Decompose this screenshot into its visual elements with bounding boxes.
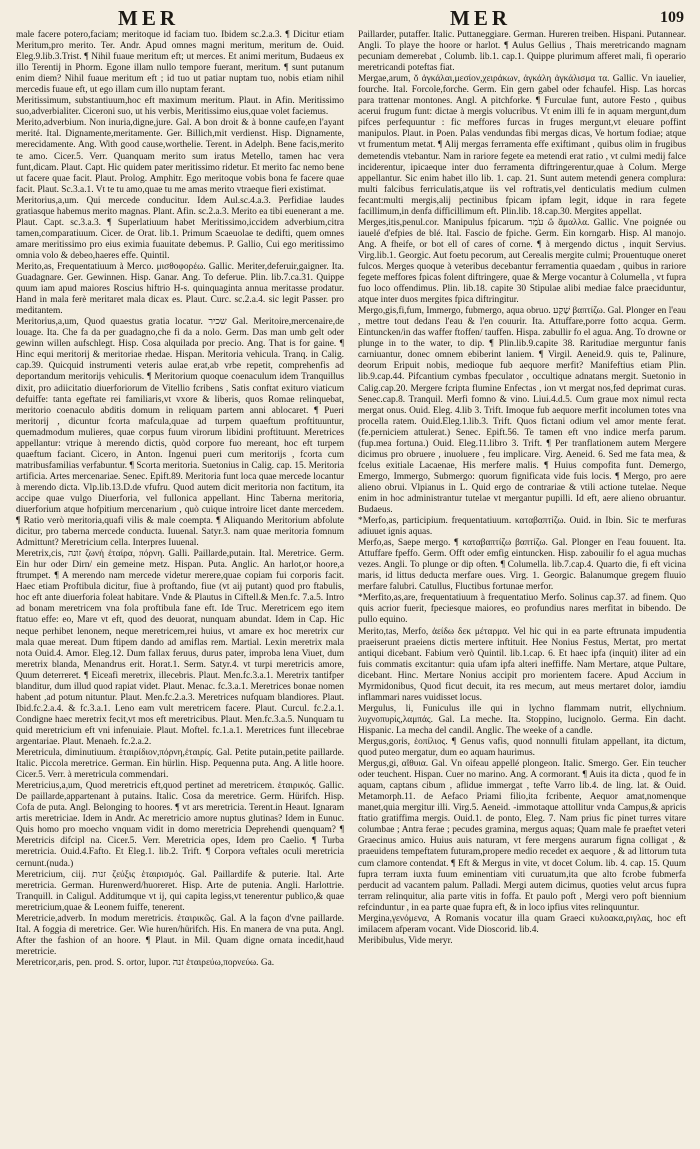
entry-merso-participle: *Merfo,as, participium. frequentatiuum. καταβαπτίζω. Ouid. in Ibin. Sic te merfuras adiuuet ignis aquas. — [358, 516, 686, 538]
entry-meretricor: Meretricor,aris, pen. prod. S. ortor, lupor. זנה ἑταιρεύω,πορνεύω. Ga. — [16, 957, 275, 968]
entry-merito-adverb: Merito,adverbium. Non inuria,digne,jure. Gal. A bon droit & à bonne caufe,en l'ayant merité. Ital. Dignamente,meritamente. Ger. Billich,mit verdienst. Hisp. Dignamente, merecidamente. Ang. With good cause,worthelie. Terent. in Adelph. Bene facis,merito te amo. Cicer.5. Verr. Quanquam merito sum iratus Metello, tamen hac vera funt,dicam. Plaut. Capt. Hic quidem pater meritissimo ridetur. Et merito fac nemo bene ut facere quae facit. Plaut. Prolog. Amphitr. Ego meritoque vobis bona fe facere quae facit. Plaut. Sc.3.a.1. Vt te tu amo,quae tu me amas merito vtraeque fieri existimat. — [16, 118, 344, 195]
entry-meretrix: Meretrix,cis, זונה ζωνή ἑταίρα, πόρνη. Galli. Paillarde,putain. Ital. Meretrice. Germ. Ein hur oder Dirn/ ein gemeine metz. Hispan. Puta. Anglic. An harlot,or hoore,a ftrumpet. ¶ A merendo nam mercede videtur merere,quae copiam fui corporis facit. Haec etiam Proftibula dicitur, fiue à proftando, fiue (vt aij putant) quod pro ftabulis, hoc eft ante diuerforia foleat habitare. Vnde & Plautus in Ciftell.& Men.fc. 7.a.5. Intro ad bonam meretricem vna fola proftibula fane eft. Ide Truc. Meretricem ego item ftatuo effe: eo, Mare vt eft, quod des deuorat, nunquam abundat. Idem in Cap. Hic neque perhibet lenonem, neque meretricem,rei huius, vt amare ex hoc meretrix cur mala quae mereat. Dum ftipem dando ad amiflas rem. Martial. Lexin meretrix mala nota Ouid.4. Amor. Eleg.12. Dum fallax feruus, durus pater, improba lena Viuet, dum meretrix blanda, Menandrus erit. Horat.1. Serm. Satyr.4. vt turpi meretricis amore, Quum deterreret. ¶ Eiceafi meretrix, illecebris. Plaut. Men.fc.3.a.1. Meretrix tantifper blanditur, dum illud quod rapiat videt. Plaut. Menac. fc.3.a.1. Meretrices bonae nomen habent ,ad potum nituntur. Plaut. Men.fc.2.a.3. Meretrices nufquam blandiores. Plaut. Ibid.fc.2.a.4. & fc.3.a.1. Leno eam vult meretricem facere. Plaut. Curcul. fc.2.a.1. Condigne haec meretrix fecit,vt mos eft meretricibus. Plaut. Men.fc.3.a.5. Nunquam tu quid meretricium eft vni infenuiaie. Plaut. Moftel. fc.1.a.1. Meretrices funt illecebrae argentariae. Plaut. Menaeh. fc.2.a.2. — [16, 549, 344, 747]
entry-mergus-vessel: Mergus,goris, ἑοπίλιος. ¶ Genus vafis, quod nonnulli fitulam appellant, ita dictum, quod puteo mergatur, dum eo aquam haurimus. — [358, 737, 686, 759]
left-running-head: MER — [118, 6, 179, 30]
entry-merito-tas: Merito,tas, Merfo, ἀείδω δεκ μέταρμα. Vel hic qui in ea parte eftrunata impudentia praeiserunt praeiens dictis mertere inftituit. Hee Nonius Festus, Mertat, pro mertat antiqui dicebant. Fabium verò Quintil. lib.1.cap. 6. Et haec ipfa (inquit) iliter ad ein fuis commatis excitantur: quia ufam ipfa alteri ineffiffe. Nam Mertare, atque Pultare, dicebant. Hinc. Mertare Nonius accipit pro morientem facere. Apud Accium in Myrmidonibus, Quod ficut decuit, ita res mecum, aut meus mertaret dolor, iamdiu inflammari nares vuidisset locus. — [358, 626, 686, 703]
entry-mergo: Mergo,gis,fi,fum, Immergo, fubmergo, aqua obruo. שָׁקַע βαπτίζω. Gal. Plonger en l'eau , mettre tout dedans l'eau & l'en couurir. Ita. Attuffare,porre fotto acqua. Germ. Eintuncken/in das waffer ftoffen/ tauffen. Hispa. zabullir fo el agua. Ang. To drowne or plunge in to the water, to dip. ¶ Plin.lib.9.capite 38. Raritudiae merguntur fanis carniuantur, donec omnem ebiberint laniem. ¶ Virgil. Aeneid.9. quis te, Palinure, deorum Eripuit nobis, medioque fub aequore merfit? Manifeftius etiam Plin. lib.9.cap.44. Pifcantium cymbas fpeculator , occultique adnatans mergit. Suetonio in Calig.cap.20. Mergere fcripta flumine Enfectas , ion vt mergat nos,fed deprimat curas. Senec.cap.8. Tranquil. Merfi fomno & vino. Liui.4.d.5. Cum graue mox nimul recta mergat onus. Ouid. Eleg. 4.lib 3. Trift. Imoque fub aequore merfit incolumen totes vna procella ratem. Ouid.Eleg.1.lib.3. Trift. Quos fictani odium vel amor mente ferat. (fe.perniciem attulerat.) Senec. Epift.56. Te tamen eft vno indice merfa parum. (fup.mea fortuna.) Ouid. Eleg.11.libro 3. Trift. ¶ Per tranflationem autem Mergere dicimus pro obruere , inuoluere , feu implicare. Virg. Aeneid. 6. Sed me fata mea, & fcelus exitiale Lacaenae, His merfere malis. ¶ Huius compofita funt. Demergo, Emergo, Immergo, Submergo: quorum fignificata vide fuis locis. ¶ Mergo, pro aere alieno obrui. Vlpianus in L. Quid ergo de contrariae & vtili actione tutelae. Neque enim in hoc administrantur tutelae vt mergantur pupilli. Id eft, aere alieno obruantur. Budaeus. — [358, 306, 686, 516]
entry-meritorius-2: Meritorius,a,um, Quod quaestus gratia locatur. שכיר Gal. Meritoire,mercenaire,de louage. Ita. Che fa da per guadagno,che fi da a nolo. Germ. Das man umb gelt oder gewinn willen aufschlegt. Hisp. Cosa alquilada por precio. Ang. That is for gaine. ¶ Hinc equi meritorij & meritoriae rhedae. Hispan. Meritoria vehicula. Tranq. in Calig. cap.39. Quicquid instrumenti veteris aulae erat,ab vrbe repetit, comprehenfis ad deportandum meritorijs vehiculis. ¶ Meritorium quoque coenaculum idem Tranquillus dixit, pro adiicitatio diuerforiorum de Vitellio fcribens , Satis conftat exituro viaticum defuiffe: tanta egeftate rei familiaris,vt vxore & liberis, quos Romae relinquebat, meritorio coenaculo abditis domum in reliquam partem anni ablocaret. ¶ Pueri meritorij , dicuntur fcorta mafcula,quae ad turpem quaeftum proftituuntur, quemadmodum mulieres, quae corpus fuum virorum libidini proftituunt. Meretrices appellantur: vtrique à merendo dictis, quòd corpore fuo mereant, hoc eft turpem quaeftum faciant. Cicero, in Anton. Ingenui pueri cum meritorijs , fcorta cum matribusfamilias verfabuntur. ¶ Scorta meritoria. Suetonius in Calig. cap. 15. Meritoria artificia. Artes mercenariae. Senec. Epift.89. Meritoria funt loca quae mercede locantur à merendo dicta. Vlp.lib.13.D.de vfufru. Quod autem dicit meritoria non factitum, ita accipe quae vulgo Diuerforia, vel fullonica appellant. Hinc Taberna meritoria, diuerforium atque hofpitium mercenarium , quò cuique introire licet dante mercedem. ¶ Ratio verò meritoria,quafi vilis & male coempta. ¶ Aliquando Meritorium abfolute dicitur, pro taberna mercede conducta. Iuuenal. Satyr.3. nam quae meritoria fomnum Admittunt? Meretricium cella. Interpres Iuuenal. — [16, 317, 344, 549]
entry-mersito: *Merfito,as,are, frequentatiuum à frequentatiuo Merfo. Solinus cap.37. ad finem. Quo quis acrior fuerit, fpeciesque maiores, eo profundius nares merfitat in bibendo. De pullo equino. — [358, 593, 686, 626]
right-column — [358, 30, 686, 1143]
entry-mergae: Mergae,arum, ǒ ἀγκάλαι,μεσίον,χειράκων, ἀγκάλη ἀγκάλισμα τα. Gallic. Vn iauelier, fourche. Ital. Forcole,forche. Germ. Ein gern gabel oder fchaufel. Hisp. Las horcas para trattenar montones. Angl. A pitchforke. ¶ Furculae funt, autore Festo , quibus acerui frugum funt: dictae à mergis volucribus. Vt enim illi fe in aquam mergunt,dum pifces perfequuntur : fic meffores furcas in fruges mergunt,vt eleuare poffint manipulos. Plaut. in Poen. Palas vendundas fibi mergas dicas, Ve hortum fodiae; atque vt frumentum metat. ¶ Alij mergas ferramenta effe exiftimant , quibus olim in frugibus demetendis vtebantur. Nam in rariore fegete ea metendi erat ratio , vt culmi medij falce inciderentur, ipicaeque inter duo ferramenta diftringerentur,quae à Colum. Merge appellantur. Sic enim habet illo lib. 1. cap. 21. Sunt autem metendi genera complura: multi falcibus ferriculatis,atque iis vel roftratis,vel denticulatis medium culmen fecant:multi mergis,alij pectinibus fpicam ipfam legit, idque in rara fegete facillimum,in denfa difficillimum eft. Plin.lib. 18.cap.30. Mergites appellat. — [358, 74, 686, 217]
running-header — [0, 4, 700, 30]
right-running-head: MER — [450, 6, 511, 30]
entry-meretricius: Meretricius,a,um, Quod meretricis eft,quod pertinet ad meretricem. ἑταιρικός. Gallic. De paillarde,appartenant à putains. Italic. Cosa da meretrice. Germ. Hürifch. Hisp. Cofa de puta. Angl. Belonging to hoores. ¶ vt ars meretricia. Terent.in Heaut. Ignaram artis meretriciae. Idem in Andr. Ac meretricio amore nuptus glutinas? Idem in Eunuc. Quis homo pro moecho vnquam vidit in domo meretricia Deprehendi quenquam? ¶ Meretricis difcipl na. Cicer.5. Verr. Meretricia opes, Idem pro Caelio. ¶ Turba meretricia. Ouid.4.Fafto. Et Eleg.1. lib.2. Trift. ¶ Corpora veftales oculi meretricia cernunt.(nuda.) — [16, 781, 344, 869]
entry-merges: Merges,itis,penul.cor. Manipulus fpicarum. עֹמֶר ὥ ἄμαλλα. Gallic. Vne poignée ou iauelé d'efpies de blé. Ital. Fascio de fpiche. Germ. Ein korngarb. Hisp. Al manojo. Ang. A fheife, or bot ell of cares of corne. ¶ à mergendo dictus , inquit Servius. Virg.lib.1. Georgic. Aut foetu pecorum, aut Cerealis mergite culmi; Prouentuque oneret fulcos. Merges quoque à veteribus decebantur ferramentia quaedam , quibus in rariore fegete meffores fpicas folent diftringere, quae & Merge vocantur à Columella , vt fupra fuo loco offendimus. Plin. lib.18. capite 30 Stipulae alibi mediae falce praeciduntur, atque inter duos mergites fpica diftringitur. — [358, 217, 686, 306]
entry-meribibulus: Meribibulus, Vide meryr. — [358, 935, 453, 946]
entry-merso: Merfo,as, Saepe mergo. ¶ καταβαπτίζω βαπτίζω. Gal. Plonger en l'eau fouuent. Ita. Attuffare fpeffo. Germ. Offt oder emfig eintuncken. Hisp. zabouilir fo el agua muchas vezes. Angli. To plunge or dip often. ¶ Columella. lib.7.cap.4. Quarto die, fi eft vicina maris, id littus deducta merfare oues. Virg. 1. Georgic. Balanumque gregem fluuio merfare falubri. Catullus, Fluctibus fortunae merfor. — [358, 538, 686, 593]
entry-meritissimum: Meritissimum, substantiuum,hoc eft maximum meritum. Plaut. in Afin. Meritissimo suo,adverbialiter. Ciceroni suo, ut his verbis, Meritissimo eius,quae volet faciemus. — [16, 96, 344, 118]
entry-meretricie: Meretricie,adverb. In modum meretricis. ἑταιρικῶς. Gal. A la façon d'vne paillarde. Ital. A foggia di meretrice. Ger. Wie huren/hürifch. His. En manera de vna puta. Angl. After the fashion of an hoore. ¶ Plaut. in Mil. Quam digne ornata incedit,haud meretricie. — [16, 913, 344, 957]
text-columns — [16, 30, 686, 1143]
entry-merito-verb: Merito,as, Frequentatiuum à Merco. μισθοφορέω. Gallic. Meriter,deferuir,gaigner. Ita. Guadagnare. Ger. Gewinnen. Hisp. Ganar. Ang. To deferue. Plin. lib.7.ca.31. Quippe quum iam apud maiores Roscius hiftrio H-s. quinquaginta annua meritasse prodatur. Hand in mala ferè meritaret mala dicax es. Plaut. Curc. sc.2.a.4. sic legit Passer. pro meditantem. — [16, 261, 344, 317]
entry-paragraph: male facere potero,faciam; meritoque id faciam tuo. Ibidem sc.2.a.3. ¶ Dicitur etiam Meritum,pro merito. Ter. Andr. Apud omnes magni meritum, meritum de. Ouid. Eleg.9.lib.3.Trist. ¶ Nihil fuaue meritum eft; ut merces. Et animi meritum, Budaeus ex illo Terentij in Phorm. Egone illam nullo tempore fuerant, meritum. ¶ sunt putanum enim diem? Nihil fuaue meritum eft ; id tuo ut patiar nuptam tuo, nobis etiam nihil mercedis fuaue eft, ut ego illam cum illo nuptam ferant. — [16, 30, 344, 96]
entry-meritorius-1: Meritorius,a,um. Qui mercede conducitur. Idem Aul.sc.4.a.3. Perfidiae laudes gratiasque habemus merito magnas. Plant. Afin. sc.2.a.3. Merito ea tibi euenerant a me. Plaut. Capt. sc.3.a.3. ¶ Superlatiuum habet Meritissimo,iccidem adverbium,citra tamen,comparatiuum. Cicer. de Orat. lib.1. Primum Scaeuolae te dedifti, quem omnes amare meritissimo pro eius eximia fuauitate debemus. P. Gallio, Cui ego meritissimo omnia volo & debeo,haeres effe. Quintil. — [16, 195, 344, 261]
entry-meretricium: Meretricium, ciij. זנות ζεύξις ἑταιρισμός. Gal. Paillardife & puterie. Ital. Arte meretricia. German. Hurenwerd/huoreret. Hisp. Arte de putenia. Angli. Harlottrie. Tranquill. in Caligul. Additumque vt ij, qui capita legiss,vt tenerentur publico,& quae meretricium,quae & Leonem fuiffe, tenerent. — [16, 869, 344, 913]
entry-meretricor-cont: Paillarder, putaffer. Italic. Puttaneggiare. German. Hureren treiben. Hispani. Putannear. Angli. To playe the hoore or harlot. ¶ Aulus Gellius , Thais meretricando magnam pecuniam demerebat , Columb. lib.1. cap.1. Quippe plurimum afferet mali, fi operario meretricandi poteftas fiat. — [358, 30, 686, 74]
entry-meretricula: Meretricula, diminutiuum. ἑταιρίδιον,πόρνη,ἑταιρίς. Gal. Petite putain,petite paillarde. Italic. Piccola meretrice. German. Ein hürlin. Hisp. Pequenna puta. Ang. A litle hoore. Cicer.5. Verr. à meretricula commendari. — [16, 748, 344, 781]
page-number: 109 — [660, 9, 684, 26]
entry-mergina: Mergina,γενόμενα, A Romanis vocatur illa quam Graeci κυλοακα,ριγλας, hoc eft imilacem afperam vocant. Vide Dioscorid. lib.4. — [358, 913, 686, 935]
left-column — [16, 30, 344, 1143]
entry-mergulus: Mergulus, li, Funiculus ille qui in lychno flammam nutrit, ellychnium. λυχνοπυρίς,λαμπάς. Gal. La meche. Ita. Stoppino, lucignolo. Germa. Ein dacht. Hispanic. La mecha del candil. Anglic. The weeke of a candle. — [358, 703, 686, 736]
entry-mergus-bird: Mergus,gi, αἴθυια. Gal. Vn oifeau appellé plongeon. Italic. Smergo. Ger. Ein teucher oder teuchent. Hispan. Cuer no marino. Ang. A cormorant. ¶ Auis ita dicta , quod fe in aquam, captans cibum , aflidue immergat , tefte Varro lib.4. de ling. lat. & Ouid. Metamorph.11. de Aefaco Priami filio,ita fcribente, Aequor amat,nomenque manet,quia mergitur illi. Virg.5. Aeneid. -immotaque attollitur vnda Campus,& apricis ftatio gratiffima mergis. Ouid.1. de ponto, Eleg. 7. Nam prius fic pinet turres vitare columbae ; Antra ferae ; pecudes gramina, mergus aquas; Quam male fe praeftet veteri Graecinus amico. Huius auis naturam, vt fere mergens aurarum figna colligat , & praeuidens tempeftatem futuram,propere medio recedet ex aequore , & ad littorum tuta cum clamore contendat. ¶ Eft & Mergus in vite, vt docet Colum. lib. 4. cap. 15. Quum fupra terram iuxta fuum eminentiam viti curuatum,ita que alto fcrobe fubmerfa perducit ad vacantem palum. Palladi. Mergi autem dicimus, quoties velut arcus fupra terram relinquitur, alia parte vitis in foffa. Et paulo poft , Mergi vero poft biennium refcinduntur , in ea parte quae fupra eft, & in loco ipfius vites relinquuntur. — [358, 759, 686, 913]
